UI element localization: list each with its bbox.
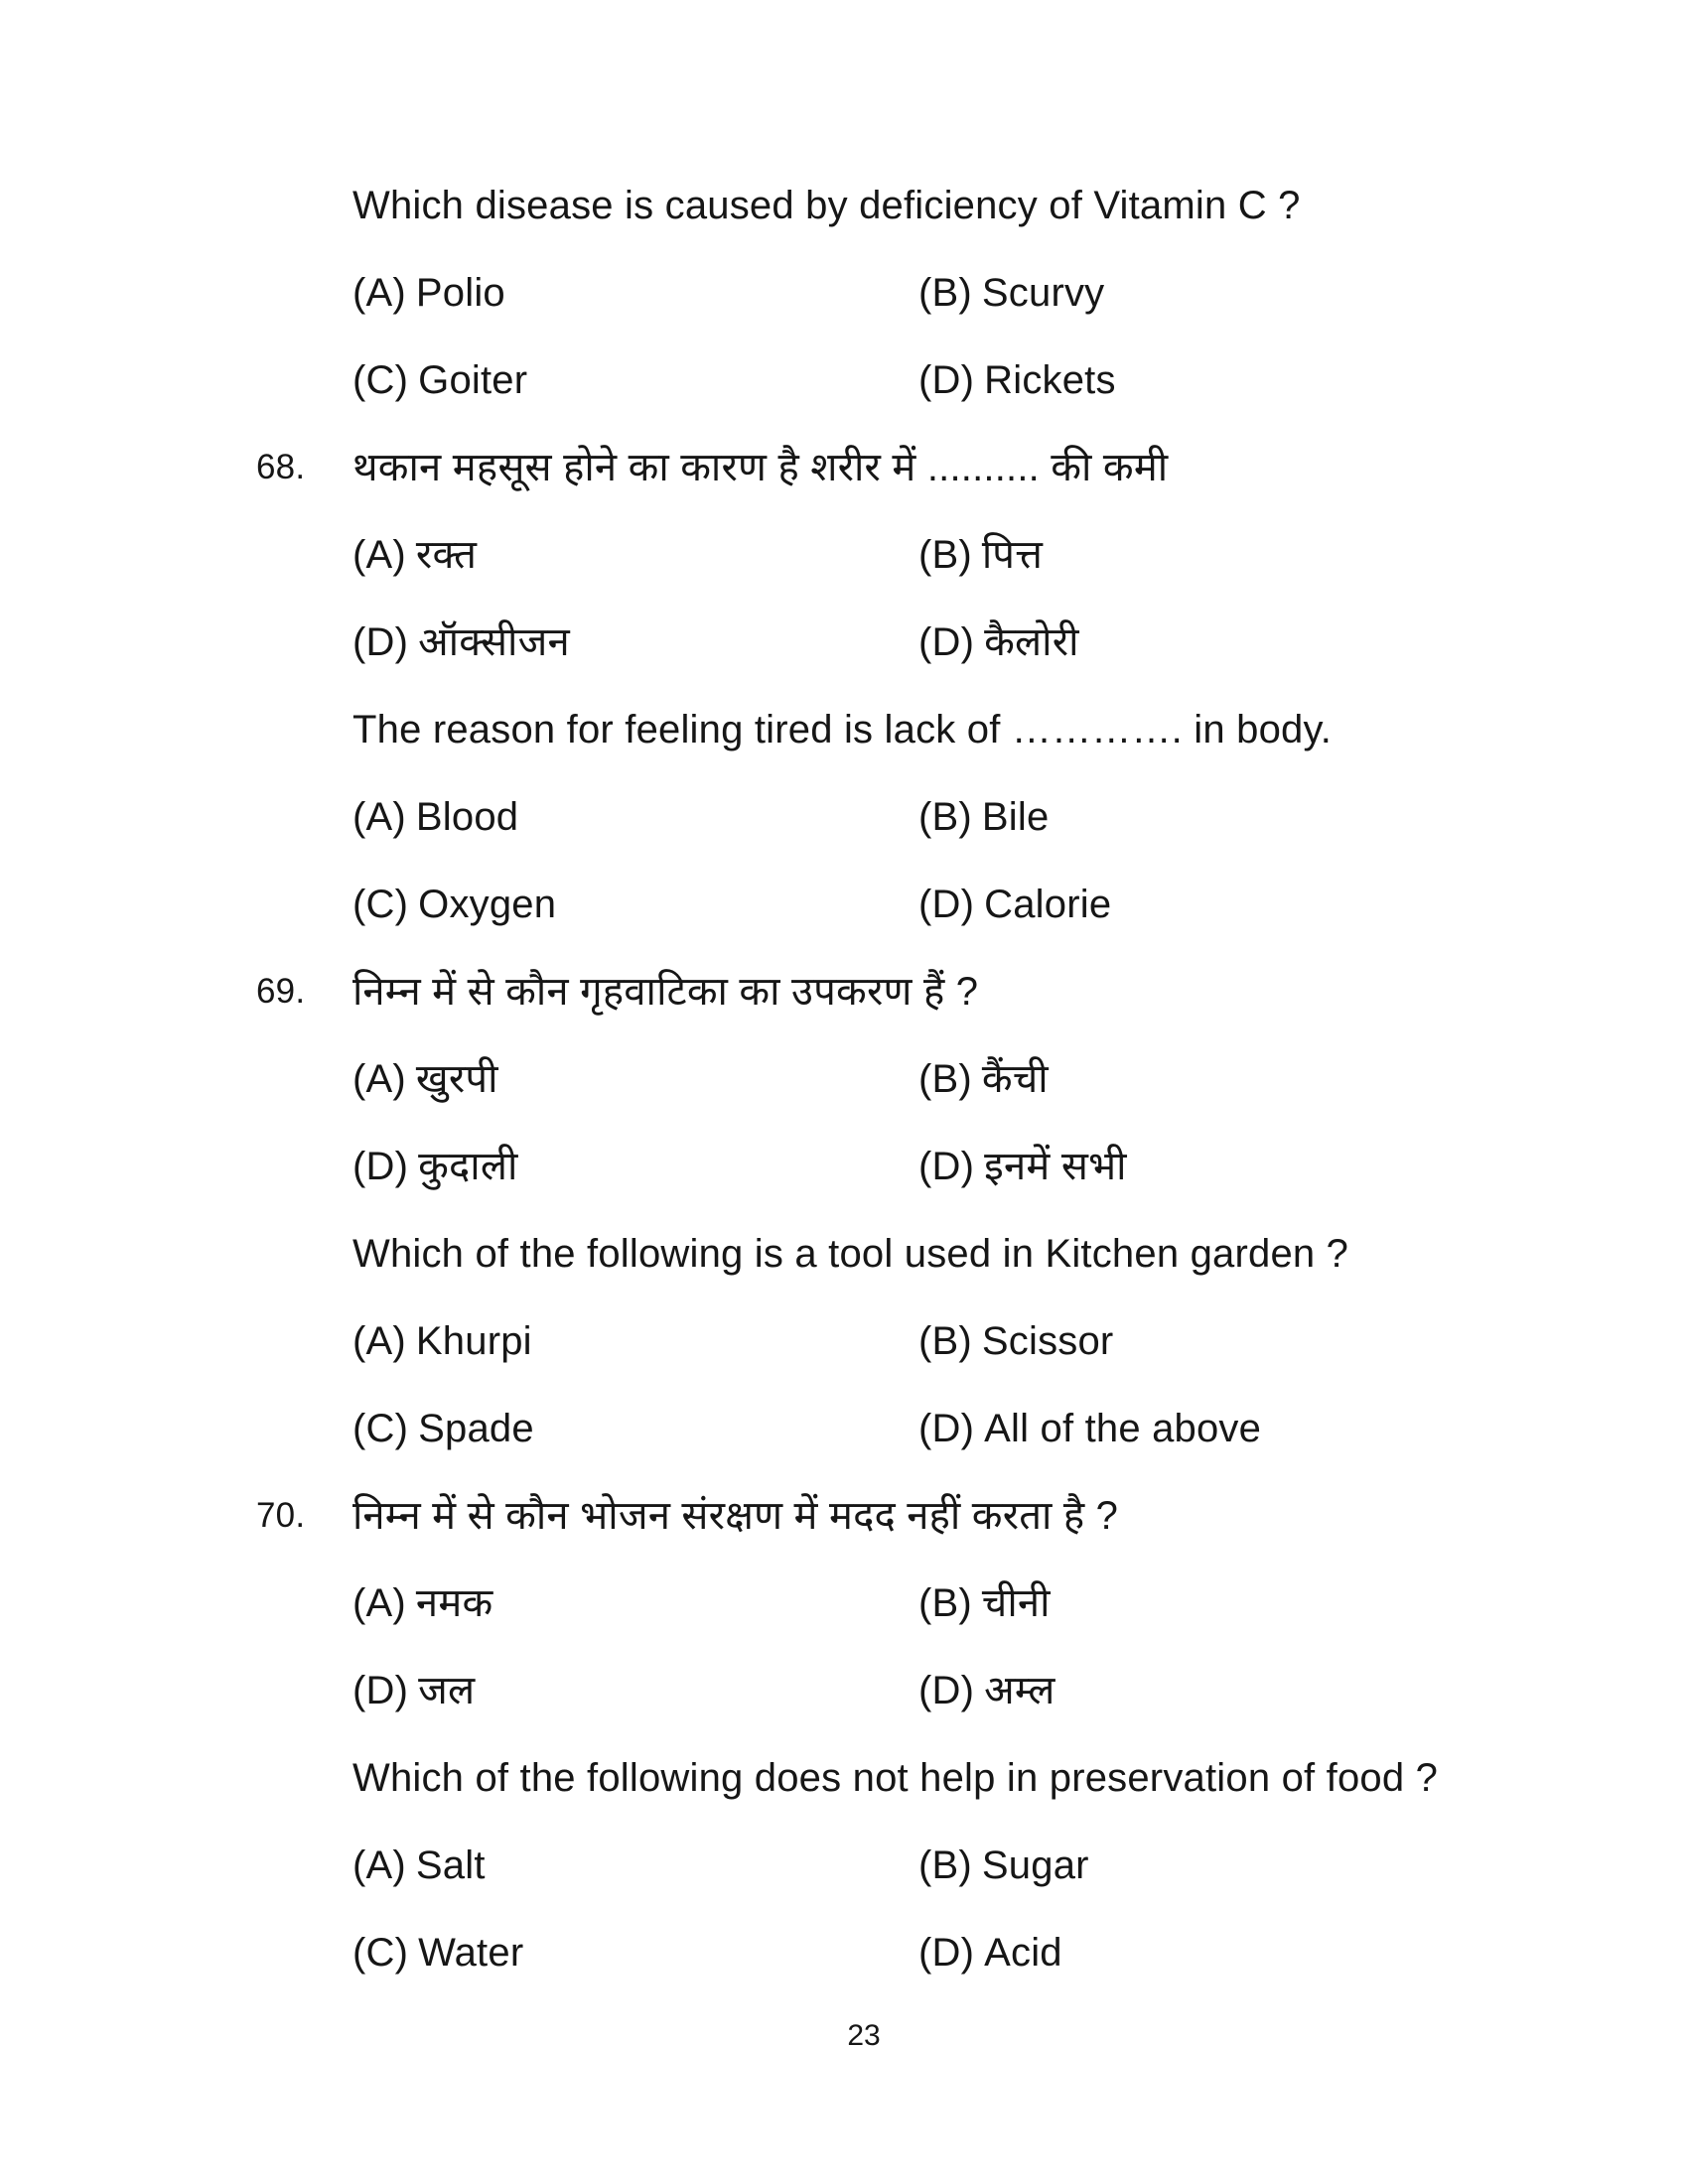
question-block (0, 1230, 1688, 1452)
page-number: 23 (847, 2019, 881, 2052)
option (918, 269, 1688, 317)
question-block (0, 1754, 1688, 1977)
question-text: Which disease is caused by deficiency of Vitamin C ? (352, 184, 1301, 227)
option-text: अम्ल (984, 1669, 1055, 1712)
option-text: इनमें सभी (984, 1145, 1127, 1188)
options-row (0, 1842, 1688, 1889)
option-label: (D) (918, 1669, 975, 1712)
question-row (0, 182, 1688, 229)
option (352, 618, 918, 666)
options-row (0, 1405, 1688, 1452)
options-row (0, 793, 1688, 841)
option (918, 1055, 1688, 1103)
question-block (0, 1492, 1688, 1714)
option-text: नमक (415, 1581, 493, 1625)
options-row (0, 1143, 1688, 1190)
option-text: चीनी (981, 1581, 1051, 1625)
questions-list (0, 182, 1688, 2016)
options-row (0, 881, 1688, 928)
option-label: (A) (352, 1319, 406, 1363)
option-text: Spade (418, 1407, 534, 1450)
option-text: Calorie (984, 883, 1112, 926)
question-text: The reason for feeling tired is lack of …………. in body. (352, 708, 1333, 751)
option-label: (A) (352, 271, 406, 315)
option-label: (D) (918, 1407, 975, 1450)
option-label: (A) (352, 1057, 406, 1101)
option (352, 1143, 918, 1190)
option-label: (A) (352, 1843, 406, 1887)
option-label: (B) (918, 795, 972, 839)
option-text: Bile (981, 795, 1050, 839)
option-label: (B) (918, 533, 972, 577)
option (918, 793, 1688, 841)
option (352, 1405, 918, 1452)
option-text: Sugar (981, 1843, 1089, 1887)
option (918, 618, 1688, 666)
option (352, 793, 918, 841)
option-text: कुदाली (418, 1145, 518, 1188)
option-label: (C) (352, 1407, 409, 1450)
option-text: Khurpi (415, 1319, 532, 1363)
option-text: Water (418, 1931, 524, 1975)
option-text: Polio (415, 271, 505, 315)
option-text: All of the above (984, 1407, 1262, 1450)
option-label: (C) (352, 1931, 409, 1975)
option-label: (D) (918, 620, 975, 664)
question-number: 69. (256, 972, 306, 1011)
options-row (0, 356, 1688, 404)
option-text: ऑक्सीजन (418, 620, 570, 664)
option-text: Salt (415, 1843, 486, 1887)
options-row (0, 531, 1688, 579)
question-row (0, 1230, 1688, 1278)
option-label: (C) (352, 883, 409, 926)
question-row (0, 706, 1688, 753)
question-row (0, 1754, 1688, 1802)
option (352, 531, 918, 579)
option-label: (A) (352, 1581, 406, 1625)
option (918, 1405, 1688, 1452)
option-text: जल (418, 1669, 476, 1712)
question-number: 70. (256, 1496, 306, 1535)
option (918, 1143, 1688, 1190)
option (918, 1929, 1688, 1977)
option-text: Acid (984, 1931, 1062, 1975)
question-text: निम्न में से कौन गृहवाटिका का उपकरण हैं ? (352, 970, 979, 1014)
option (918, 356, 1688, 404)
option-label: (A) (352, 533, 406, 577)
option (352, 1055, 918, 1103)
question-block (0, 968, 1688, 1190)
options-row (0, 1055, 1688, 1103)
option-text: Scurvy (981, 271, 1105, 315)
option-text: Oxygen (418, 883, 557, 926)
options-row (0, 1929, 1688, 1977)
option-text: कैलोरी (984, 620, 1079, 664)
option-label: (B) (918, 1843, 972, 1887)
question-row (0, 444, 1688, 491)
option-label: (D) (352, 1669, 409, 1712)
option-label: (D) (918, 883, 975, 926)
option (352, 1579, 918, 1627)
option-text: खुरपी (415, 1057, 498, 1101)
option-text: पित्त (981, 533, 1044, 577)
option-label: (A) (352, 795, 406, 839)
option-label: (D) (918, 1931, 975, 1975)
question-block (0, 182, 1688, 404)
option (352, 1317, 918, 1365)
option (352, 1929, 918, 1977)
question-text: Which of the following is a tool used in Kitchen garden ? (352, 1232, 1349, 1276)
option (918, 881, 1688, 928)
question-text: निम्न में से कौन भोजन संरक्षण में मदद नहीं करता है ? (352, 1494, 1119, 1538)
option-label: (B) (918, 1057, 972, 1101)
question-row (0, 968, 1688, 1016)
option (352, 356, 918, 404)
option (918, 1317, 1688, 1365)
options-row (0, 1667, 1688, 1714)
option-label: (B) (918, 1319, 972, 1363)
option-text: कैंची (981, 1057, 1049, 1101)
option-text: Goiter (418, 358, 528, 402)
question-number: 68. (256, 448, 306, 486)
options-row (0, 1317, 1688, 1365)
option (352, 1667, 918, 1714)
option-label: (D) (918, 1145, 975, 1188)
option (352, 881, 918, 928)
question-row (0, 1492, 1688, 1540)
option (918, 1842, 1688, 1889)
question-block (0, 444, 1688, 666)
question-text: Which of the following does not help in preservation of food ? (352, 1756, 1439, 1800)
option-label: (D) (352, 620, 409, 664)
option (918, 1579, 1688, 1627)
option-label: (C) (352, 358, 409, 402)
question-text: थकान महसूस होने का कारण है शरीर में .......... की कमी (352, 446, 1169, 489)
options-row (0, 1579, 1688, 1627)
option (918, 531, 1688, 579)
option-text: Scissor (981, 1319, 1114, 1363)
option-label: (D) (918, 358, 975, 402)
option-text: रक्त (415, 533, 478, 577)
options-row (0, 269, 1688, 317)
option-label: (B) (918, 271, 972, 315)
option-label: (B) (918, 1581, 972, 1625)
option (918, 1667, 1688, 1714)
option-text: Rickets (984, 358, 1116, 402)
options-row (0, 618, 1688, 666)
option (352, 269, 918, 317)
option-label: (D) (352, 1145, 409, 1188)
option-text: Blood (415, 795, 519, 839)
question-block (0, 706, 1688, 928)
option (352, 1842, 918, 1889)
